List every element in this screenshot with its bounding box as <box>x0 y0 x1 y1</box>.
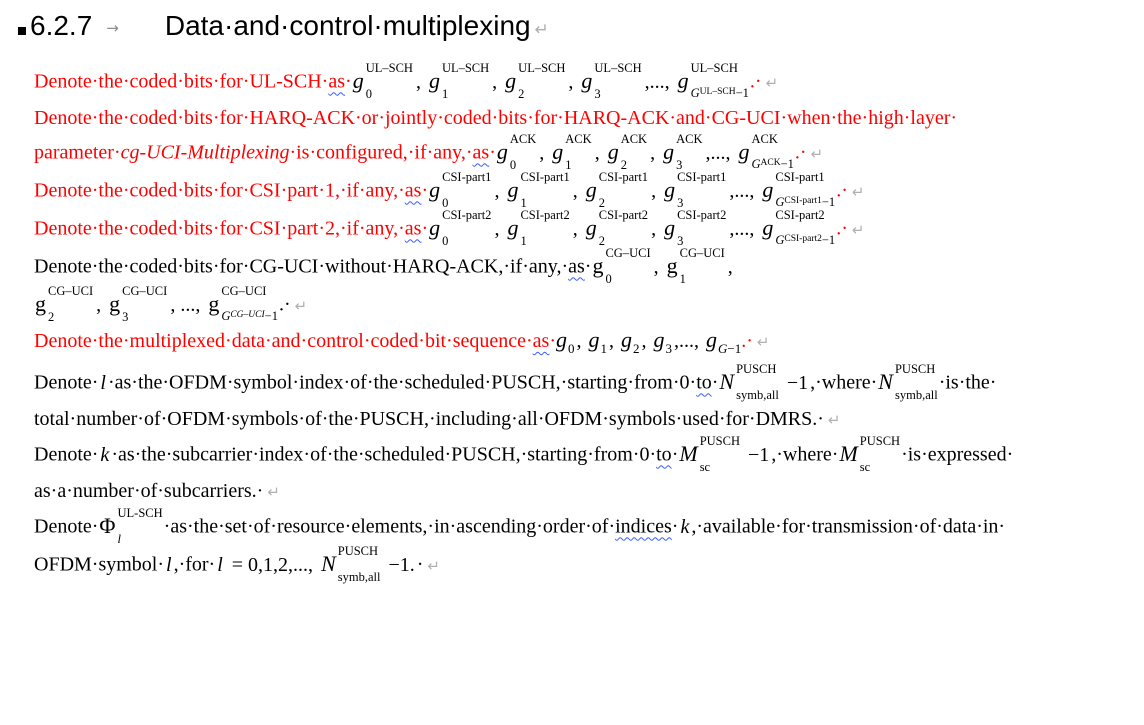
math-atom <box>706 327 742 356</box>
grammar-flagged-word: to <box>696 371 712 394</box>
math-base: g <box>607 139 619 164</box>
section-heading <box>18 6 1110 50</box>
text-run: .· <box>741 330 753 352</box>
math-subscript: symb,all <box>337 569 381 584</box>
math-atom <box>664 209 726 247</box>
math-superscript: UL–SCH <box>441 61 490 75</box>
tab-mark-icon: → <box>106 19 119 37</box>
math-subscript: $G^{CSI-part2}-1$ <box>775 232 836 247</box>
math-subscript: 3 <box>676 157 683 172</box>
math-base: g <box>664 215 676 240</box>
math-script-stack <box>700 435 740 473</box>
math-atom <box>505 62 565 100</box>
math-text: , <box>492 70 503 93</box>
text-run: · <box>421 179 429 202</box>
math-expression <box>496 132 795 172</box>
math-subscript: 3 <box>122 309 129 324</box>
math-text: , ..., <box>170 293 206 316</box>
text-run: ,·for· <box>173 553 216 576</box>
math-atom <box>321 545 380 583</box>
math-atom <box>429 62 489 100</box>
math-base: g <box>738 139 750 164</box>
math-base: g <box>762 215 774 240</box>
text-run: Denote· <box>34 443 99 466</box>
math-subscript: $G^{CSI-part1}-1$ <box>775 194 836 209</box>
math-superscript: CSI-part1 <box>775 170 825 184</box>
math-script-stack <box>510 133 536 171</box>
grammar-flagged-word: as <box>404 179 422 202</box>
math-text: ,..., <box>674 330 705 352</box>
pilcrow-mark: ↵ <box>810 144 824 163</box>
math-subscript: 0 <box>509 157 517 172</box>
math-base: N <box>878 369 893 394</box>
math-atom <box>497 133 536 171</box>
math-superscript: PUSCH <box>337 544 379 558</box>
math-expression <box>98 506 163 546</box>
math-atom <box>762 171 835 209</box>
math-text: ,..., <box>729 179 760 202</box>
math-superscript: ACK <box>509 132 537 146</box>
math-script-stack <box>677 209 726 247</box>
math-expression <box>352 61 750 101</box>
math-expression <box>164 554 174 576</box>
math-subscript: $G^{CG-UCI}-1$ <box>221 308 278 323</box>
math-script-stack <box>599 209 648 247</box>
math-script-stack <box>520 171 569 209</box>
math-base: g <box>664 177 676 202</box>
text-run: ·as·the·set·of·resource·elements,·in·ascending·order·of· <box>163 515 616 538</box>
math-script-stack <box>736 363 779 401</box>
para-harq-ack <box>34 102 1110 173</box>
para-ofdm-symbol-index <box>34 362 1110 437</box>
math-atom <box>552 133 591 171</box>
para-subcarrier-index <box>34 434 1110 509</box>
math-text: , <box>651 179 662 202</box>
text-run: · <box>416 553 424 576</box>
text-run: · <box>711 371 719 394</box>
math-subscript: 3 <box>594 86 601 101</box>
math-subscript: 0 <box>605 271 612 286</box>
math-subscript: 2 <box>620 157 627 172</box>
para-csi-part2 <box>34 208 1110 249</box>
math-base: g <box>352 68 364 93</box>
text-run: as·a·number·of·subcarriers.· <box>34 480 264 502</box>
math-base: g <box>35 291 46 316</box>
math-base: g <box>621 327 633 352</box>
text-run: Denote· <box>34 515 99 538</box>
math-script-stack <box>442 171 491 209</box>
math-subscript: sc <box>859 459 871 474</box>
para-csi-part1 <box>34 170 1110 211</box>
pilcrow-mark: ↵ <box>756 333 770 351</box>
math-text: , <box>96 293 107 316</box>
math-base: g <box>429 177 441 202</box>
math-atom <box>99 507 162 545</box>
math-base: N <box>321 551 336 576</box>
math-script-stack <box>118 507 163 545</box>
math-script-stack <box>518 62 565 100</box>
grammar-flagged-word: to <box>656 443 672 466</box>
math-text: k <box>680 515 690 538</box>
para-cg-uci <box>34 246 1110 325</box>
math-base: g <box>585 177 597 202</box>
math-superscript: CG–UCI <box>48 284 94 298</box>
math-subscript: 0 <box>568 341 575 356</box>
math-base: M <box>679 441 698 466</box>
math-base: g <box>556 327 568 352</box>
math-base: g <box>429 215 441 240</box>
pilcrow-mark: ↵ <box>294 296 308 315</box>
text-run: ·is·configured,·if·any,· <box>289 141 473 164</box>
math-subscript: symb,all <box>894 387 938 402</box>
math-atom <box>586 171 648 209</box>
math-superscript: CSI-part2 <box>598 208 649 222</box>
math-subscript: 1 <box>600 341 608 356</box>
pilcrow-mark: ↵ <box>765 73 779 92</box>
math-script-stack <box>599 171 648 209</box>
math-subscript: 0 <box>365 86 372 101</box>
math-subscript: 1 <box>441 86 449 101</box>
text-run: ,·where· <box>810 371 878 394</box>
math-base: g <box>581 68 593 93</box>
grammar-flagged-word: as <box>404 217 422 240</box>
math-base: g <box>109 291 121 316</box>
math-superscript: PUSCH <box>894 362 936 376</box>
math-text: , <box>415 70 426 93</box>
math-expression <box>215 544 417 584</box>
math-subscript: 3 <box>677 233 684 248</box>
math-atom <box>679 435 740 473</box>
math-text: l <box>100 371 106 394</box>
math-subscript: 2 <box>633 341 640 356</box>
text-run: · <box>421 217 429 240</box>
math-atom <box>35 285 93 323</box>
math-atom <box>762 209 835 247</box>
math-superscript: ACK <box>676 132 703 146</box>
text-run: cg-UCI-Multiplexing <box>120 141 290 164</box>
math-text: , <box>494 217 505 240</box>
math-expression <box>678 434 771 474</box>
math-base: g <box>706 327 718 352</box>
grammar-flagged-word: as <box>568 255 585 278</box>
math-text: , <box>609 330 620 352</box>
math-subscript: 3 <box>665 341 673 356</box>
text-run: Denote·the·coded·bits·for·UL-SCH· <box>34 70 329 93</box>
math-text: −1 <box>742 443 770 466</box>
math-script-stack <box>366 62 413 100</box>
math-text: ,..., <box>644 70 675 93</box>
paragraph-properties-marker-icon <box>18 27 26 35</box>
math-text: −1 <box>781 371 809 394</box>
math-base: g <box>208 291 220 316</box>
grammar-flagged-word: as <box>328 70 346 93</box>
math-text: , <box>572 217 583 240</box>
math-script-stack <box>565 133 591 171</box>
math-superscript: PUSCH <box>736 362 777 376</box>
math-base: g <box>663 139 675 164</box>
text-run: ,·available·for·transmission·of·data·in· <box>691 515 1006 538</box>
text-run: · <box>671 515 679 538</box>
math-script-stack <box>752 133 794 171</box>
paragraphs-container <box>34 61 1110 585</box>
text-run: Denote· <box>34 371 99 394</box>
math-subscript: 2 <box>518 86 525 101</box>
math-atom <box>653 327 673 356</box>
math-atom <box>608 133 647 171</box>
math-text: , <box>641 330 652 352</box>
math-text: , <box>727 255 733 278</box>
text-run: .· <box>749 70 762 93</box>
math-atom <box>208 285 278 323</box>
math-subscript: sc <box>699 459 711 474</box>
math-script-stack <box>221 285 278 323</box>
math-atom <box>581 62 641 100</box>
math-expression <box>98 444 111 466</box>
math-text: k <box>100 443 110 466</box>
math-script-stack <box>860 435 900 473</box>
math-script-stack <box>605 247 650 285</box>
text-run: OFDM·symbol· <box>34 553 165 576</box>
math-text: , <box>572 179 583 202</box>
math-script-stack <box>676 133 702 171</box>
math-atom <box>878 363 937 401</box>
math-script-stack <box>621 133 647 171</box>
math-atom <box>588 327 608 356</box>
math-superscript: UL–SCH <box>365 61 413 75</box>
math-text: , <box>651 217 662 240</box>
text-run: Denote·the·coded·bits·for·HARQ-ACK·or·jointly·coded·bits·for·HARQ-ACK·and·CG-UCI·when·the·high·layer· <box>34 107 958 129</box>
pilcrow-mark: ↵ <box>267 483 280 501</box>
math-atom <box>621 327 640 356</box>
math-atom <box>719 363 778 401</box>
math-subscript: l <box>117 531 121 546</box>
math-text: l <box>217 553 223 576</box>
math-base: M <box>839 441 858 466</box>
math-expression <box>877 362 938 402</box>
text-run: Denote·the·coded·bits·for·CSI·part·2,·if·any,· <box>34 217 405 240</box>
math-superscript: CSI-part2 <box>442 208 492 222</box>
pilcrow-mark: ↵ <box>534 20 549 40</box>
math-base: g <box>588 327 600 352</box>
math-script-stack <box>338 545 381 583</box>
math-text: , <box>568 70 579 93</box>
math-base: N <box>719 369 735 394</box>
math-superscript: CSI-part1 <box>677 170 727 184</box>
math-text: , <box>594 141 605 164</box>
math-subscript: 2 <box>598 195 605 210</box>
math-text: , <box>650 141 661 164</box>
math-base: g <box>428 68 440 93</box>
text-run: · <box>549 330 557 352</box>
math-expression <box>591 246 734 286</box>
math-expression <box>428 208 836 248</box>
math-text: , <box>494 179 505 202</box>
math-text: ,..., <box>729 217 760 240</box>
text-run: total·number·of·OFDM·symbols·of·the·PUSCH,·including·all·OFDM·symbols·used·for·DMRS.· <box>34 408 824 430</box>
math-base: g <box>585 215 597 240</box>
math-atom <box>429 209 491 247</box>
math-text: −1. <box>383 553 415 576</box>
text-run: .· <box>794 141 807 164</box>
text-run: .· <box>836 217 848 240</box>
math-expression <box>678 516 691 538</box>
math-text: l <box>166 553 172 576</box>
math-expression <box>556 327 742 356</box>
text-run: ·as·the·OFDM·symbol·index·of·the·scheduled·PUSCH,·starting·from·0· <box>107 371 697 394</box>
math-subscript: 1 <box>520 195 527 210</box>
math-script-stack <box>680 247 725 285</box>
math-subscript: 1 <box>520 233 527 248</box>
text-run: .· <box>278 293 291 316</box>
math-subscript: G−1 <box>718 341 742 356</box>
math-superscript: CG–UCI <box>605 246 651 260</box>
math-base: g <box>552 139 564 164</box>
math-subscript: $G^{ACK}-1$ <box>751 156 794 171</box>
math-superscript: CG–UCI <box>221 284 267 298</box>
math-base: g <box>507 177 519 202</box>
math-subscript: symb,all <box>736 387 779 402</box>
math-base: g <box>677 68 689 93</box>
text-run: Denote·the·multiplexed·data·and·control·coded·bit·sequence· <box>34 330 533 352</box>
text-run: ·is·the· <box>938 371 997 394</box>
math-atom <box>586 209 648 247</box>
math-expression <box>428 170 836 210</box>
math-superscript: CG–UCI <box>122 284 168 298</box>
math-subscript: 1 <box>565 157 572 172</box>
math-base: g <box>507 215 519 240</box>
math-text: , <box>653 255 664 278</box>
pilcrow-mark: ↵ <box>851 220 865 239</box>
pilcrow-mark: ↵ <box>427 556 440 575</box>
math-atom <box>507 209 569 247</box>
text-run: · <box>671 443 679 466</box>
math-script-stack <box>775 209 835 247</box>
math-superscript: CSI-part1 <box>520 170 570 184</box>
math-superscript: PUSCH <box>859 434 901 448</box>
grammar-flagged-word: as <box>532 330 550 352</box>
text-run: · <box>489 141 496 164</box>
para-ul-sch <box>34 61 1110 102</box>
math-subscript: 1 <box>679 271 686 286</box>
text-run: ,·where· <box>771 443 839 466</box>
math-atom <box>664 171 726 209</box>
math-script-stack <box>677 171 726 209</box>
math-text: = 0,1,2,..., <box>226 553 319 576</box>
math-superscript: ACK <box>620 132 648 146</box>
grammar-flagged-word: as <box>472 141 490 164</box>
math-expression <box>718 362 810 402</box>
math-atom <box>592 247 650 285</box>
math-superscript: CSI-part2 <box>775 208 825 222</box>
math-script-stack <box>520 209 569 247</box>
text-run: Denote·the·coded·bits·for·CSI·part·1,·if·any,· <box>34 179 405 202</box>
math-superscript: UL–SCH <box>690 61 738 75</box>
math-script-stack <box>775 171 835 209</box>
math-text: , <box>539 141 550 164</box>
math-base: g <box>762 177 774 202</box>
math-script-stack <box>122 285 167 323</box>
math-script-stack <box>48 285 93 323</box>
math-atom <box>678 62 749 100</box>
math-atom <box>429 171 491 209</box>
text-run: · <box>345 70 352 93</box>
pilcrow-mark: ↵ <box>851 182 865 201</box>
math-base: g <box>666 253 678 278</box>
math-script-stack <box>691 62 749 100</box>
math-text: , <box>576 330 587 352</box>
para-multiplexed <box>34 325 1110 365</box>
math-atom <box>507 171 569 209</box>
math-superscript: UL–SCH <box>594 61 642 75</box>
math-atom <box>353 62 413 100</box>
math-atom <box>739 133 794 171</box>
math-script-stack <box>895 363 938 401</box>
math-superscript: CSI-part2 <box>677 208 727 222</box>
math-superscript: ACK <box>565 132 592 146</box>
math-subscript: $G^{UL-SCH}-1$ <box>690 85 749 100</box>
math-superscript: PUSCH <box>699 434 740 448</box>
para-resource-elements <box>34 506 1110 585</box>
math-base: g <box>496 139 508 164</box>
text-run: ·is·expressed· <box>901 443 1014 466</box>
text-run: parameter· <box>34 141 121 164</box>
math-expression <box>98 372 108 394</box>
math-subscript: 0 <box>442 233 449 248</box>
math-superscript: CSI-part1 <box>598 170 649 184</box>
math-subscript: 3 <box>677 195 684 210</box>
text-run: · <box>584 255 592 278</box>
pilcrow-mark: ↵ <box>827 411 841 429</box>
grammar-flagged-word: indices <box>615 515 672 538</box>
math-superscript: CG–UCI <box>679 246 725 260</box>
math-superscript: ACK <box>751 132 778 146</box>
math-text: ,..., <box>705 141 736 164</box>
math-base: g <box>505 68 517 93</box>
math-base: g <box>592 253 604 278</box>
math-subscript: 2 <box>48 309 55 324</box>
math-superscript: UL-SCH <box>117 506 163 520</box>
math-subscript: 0 <box>442 195 449 210</box>
math-base: Φ <box>99 513 116 538</box>
math-atom <box>556 327 575 356</box>
math-superscript: UL–SCH <box>518 61 566 75</box>
heading-title: Data·and·control·multiplexing <box>164 10 531 41</box>
math-superscript: CSI-part2 <box>520 208 570 222</box>
math-atom <box>839 435 900 473</box>
heading-number: 6.2.7 <box>30 10 93 41</box>
math-atom <box>663 133 702 171</box>
math-script-stack <box>594 62 641 100</box>
math-script-stack <box>442 209 491 247</box>
text-run: Denote·the·coded·bits·for·CG-UCI·without·HARQ-ACK,·if·any,· <box>34 255 569 278</box>
text-run: ·as·the·subcarrier·index·of·the·scheduled·PUSCH,·starting·from·0· <box>111 443 657 466</box>
math-atom <box>109 285 167 323</box>
math-script-stack <box>442 62 489 100</box>
math-superscript: CSI-part1 <box>442 170 492 184</box>
math-base: g <box>653 327 665 352</box>
text-run: .· <box>836 179 848 202</box>
math-expression <box>34 284 279 324</box>
math-subscript: 2 <box>598 233 605 248</box>
math-expression <box>838 434 901 474</box>
math-atom <box>667 247 725 285</box>
